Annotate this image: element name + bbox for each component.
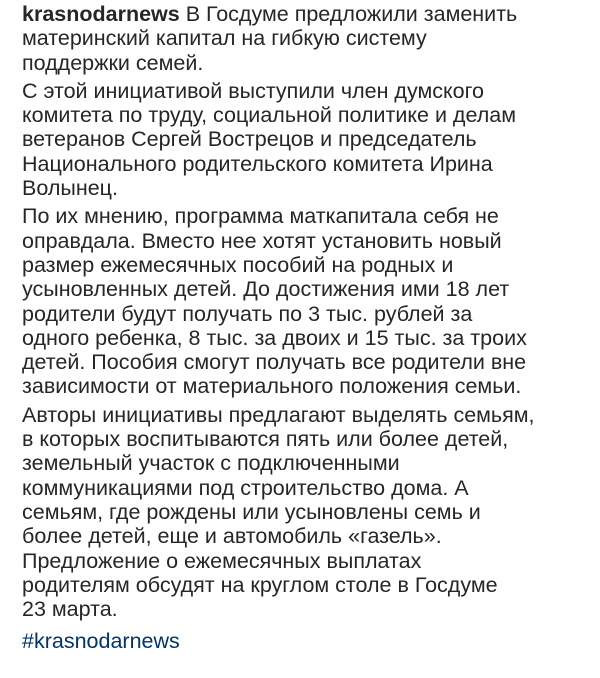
caption-headline	[22, 2, 588, 75]
hashtag-link[interactable]: #krasnodarnews	[22, 629, 180, 654]
caption-paragraph: Авторы инициативы предлагают выделять семьям, в которых воспитываются пять или более детей, земельный участок с подключенными коммуникациями под строительство дома. А семьям, где рождены или усыновлены семь и более детей, еще и автомобиль «газель». Предложение о ежемесячных выплатах родителям обсудят на круглом столе в Госдуме 23 марта.	[22, 402, 535, 622]
username-link[interactable]: krasnodarnews	[22, 2, 180, 26]
caption-headline-text: В Госдуме предложили заменить материнский капитал на гибкую систему поддержки семей.	[22, 2, 518, 75]
caption-paragraph: По их мнению, программа маткапитала себя не оправдала. Вместо нее хотят установить новый размер ежемесячных пособий на родных и усыновленных детей. До достижения ими 18 лет родители будут получать по 3 тыс. рублей за одного ребенка, 8 тыс. за двоих и 15 тыс. за троих детей. Пособия смогут получать все родители вне зависимости от материального положения семьи.	[22, 204, 527, 399]
post-caption	[22, 2, 588, 654]
caption-paragraph: С этой инициативой выступили член думского комитета по труду, социальной политике и делам ветеранов Сергей Вострецов и председатель Национального родительского комитета Ирина Волынец.	[22, 78, 517, 201]
